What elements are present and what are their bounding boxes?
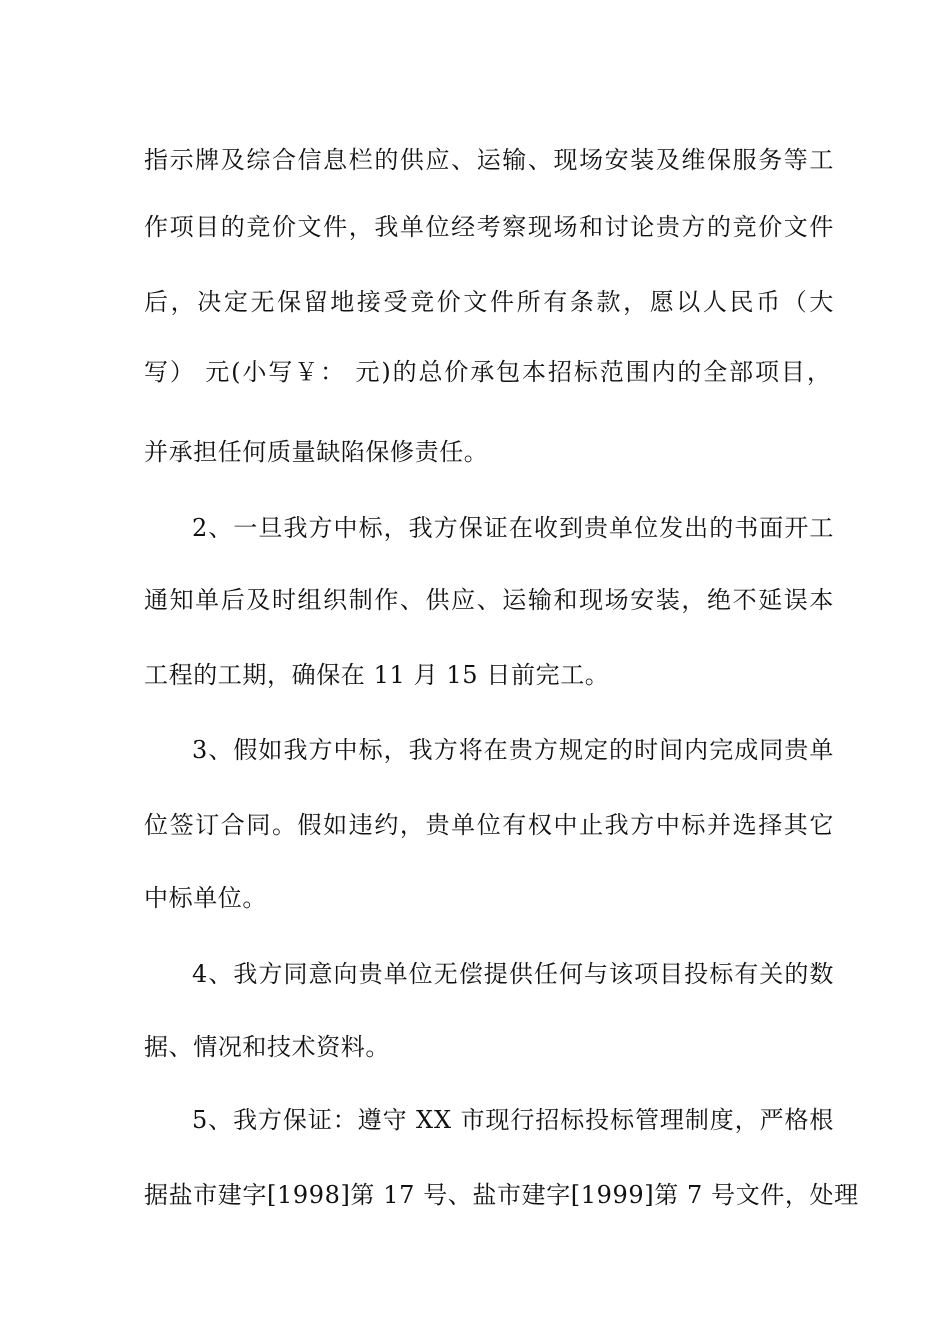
paragraph-1-line-1: 指示牌及综合信息栏的供应、运输、现场安装及维保服务等工 — [144, 146, 835, 174]
item-5-line-2: 据盐市建字[1998]第 17 号、盐市建字[1999]第 7 号文件，处理 — [144, 1181, 859, 1209]
item-2-line-3: 工程的工期，确保在 11 月 15 日前完工。 — [144, 661, 610, 689]
item-3-line-3: 中标单位。 — [144, 884, 267, 912]
paragraph-1-line-4: 写） 元(小写￥： 元)的总价承包本招标范围内的全部项目， — [144, 358, 833, 386]
item-5-line-1: 5、我方保证：遵守 XX 市现行招标投标管理制度，严格根 — [192, 1106, 835, 1134]
item-3-line-1: 3、假如我方中标，我方将在贵方规定的时间内完成同贵单 — [192, 736, 835, 764]
item-3-line-2: 位签订合同。假如违约，贵单位有权中止我方中标并选择其它 — [144, 811, 835, 839]
item-4-line-2: 据、情况和技术资料。 — [144, 1033, 390, 1061]
paragraph-1-line-3: 后，决定无保留地接受竞价文件所有条款，愿以人民币（大 — [144, 288, 837, 316]
item-2-line-2: 通知单后及时组织制作、供应、运输和现场安装，绝不延误本 — [144, 586, 835, 614]
item-4-line-1: 4、我方同意向贵单位无偿提供任何与该项目投标有关的数 — [192, 960, 835, 988]
paragraph-1-line-5: 并承担任何质量缺陷保修责任。 — [144, 438, 489, 466]
paragraph-1-line-2: 作项目的竞价文件，我单位经考察现场和讨论贵方的竞价文件 — [144, 213, 835, 241]
item-2-line-1: 2、一旦我方中标，我方保证在收到贵单位发出的书面开工 — [192, 514, 835, 542]
